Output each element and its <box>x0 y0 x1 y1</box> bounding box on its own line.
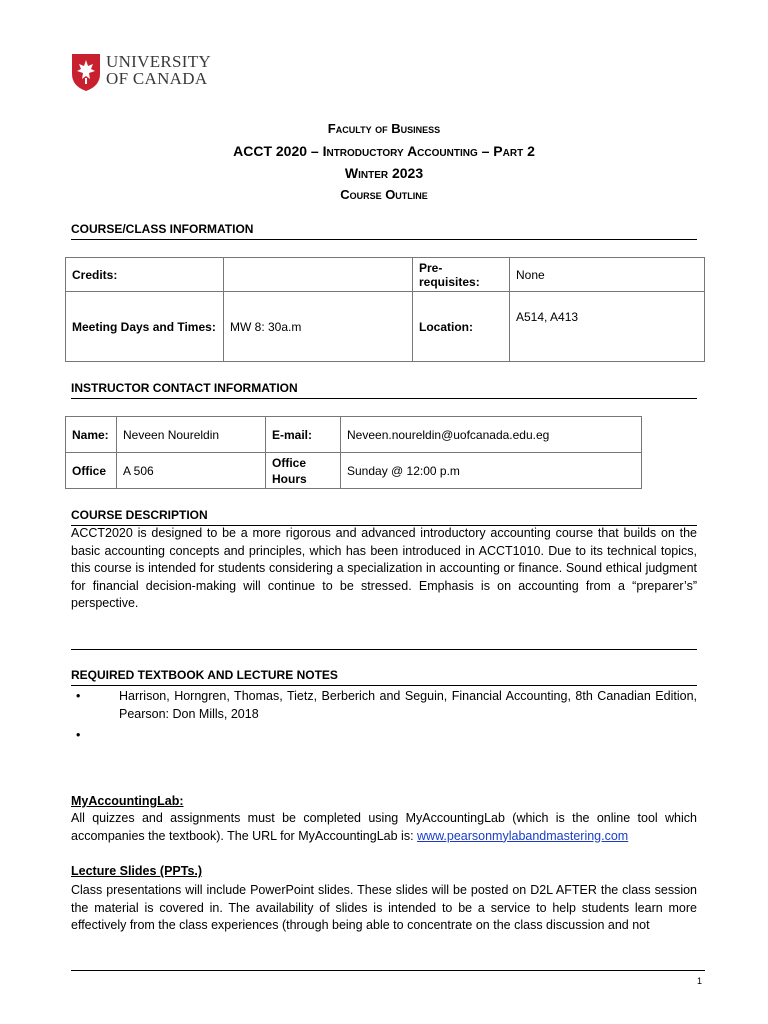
document-title-block <box>0 118 768 206</box>
university-crest-icon <box>70 52 102 92</box>
university-logo <box>106 53 211 87</box>
course-description-text: ACCT2020 is designed to be a more rigorous and advanced introductory accounting course that builds on the basic accounting concepts and principles, which has been introduced in ACCT1010. Due to its technical topics, this course is intended for students considering a specialization in accounting or finance. Sound ethical judgment for financial decision-making will continue to be stressed. Emphasis is on accounting from a “preparer’s” perspective. <box>71 526 697 610</box>
credits-value <box>224 258 413 292</box>
course-info-heading: COURSE/CLASS INFORMATION <box>71 222 697 240</box>
location-value: A514, A413 <box>510 292 705 362</box>
name-label: Name: <box>66 417 117 453</box>
meeting-label: Meeting Days and Times: <box>66 292 224 362</box>
email-value: Neveen.noureldin@uofcanada.edu.eg <box>341 417 642 453</box>
course-title: ACCT 2020 – Introductory Accounting – Part 2 <box>233 143 535 159</box>
credits-label: Credits: <box>66 258 224 292</box>
logo-line-2: OF CANADA <box>106 69 208 88</box>
description-heading: COURSE DESCRIPTION <box>71 508 697 526</box>
textbook-citation: Harrison, Horngren, Thomas, Tietz, Berberich and Seguin, Financial Accounting, 8th Canadian Edition, Pearson: Don Mills, 2018 <box>119 689 697 721</box>
name-value: Neveen Noureldin <box>117 417 266 453</box>
office-value: A 506 <box>117 453 266 489</box>
footer-divider <box>71 970 705 971</box>
list-item <box>71 727 697 745</box>
myaccountinglab-text: All quizzes and assignments must be completed using MyAccountingLab (which is the online tool which accompanies the textbook). The URL for MyAccountingLab is: <box>71 811 697 843</box>
term-title: Winter 2023 <box>344 165 424 181</box>
instructor-heading: INSTRUCTOR CONTACT INFORMATION <box>71 381 697 399</box>
hours-value: Sunday @ 12:00 p.m <box>341 453 642 489</box>
faculty-title: Faculty of Business <box>327 121 441 136</box>
outline-title: Course Outline <box>340 187 428 202</box>
location-label: Location: <box>413 292 510 362</box>
meeting-value: MW 8: 30a.m <box>224 292 413 362</box>
myaccountinglab-heading: MyAccountingLab: <box>71 794 184 808</box>
list-item <box>71 688 697 723</box>
myaccountinglab-link[interactable]: www.pearsonmylabandmastering.com <box>417 828 629 843</box>
prereq-label: Pre-requisites: <box>413 258 510 292</box>
lecture-slides-text: Class presentations will include PowerPoint slides. These slides will be posted on D2L AFTER the class session the material is covered in. The availability of slides is intended to be a service to help students learn more effectively from the class experiences (through being able to concentrate on the class discussion and not <box>71 883 697 932</box>
textbook-heading: REQUIRED TEXTBOOK AND LECTURE NOTES <box>71 649 697 686</box>
course-info-table <box>65 257 705 362</box>
logo-line-1: UNIVERSITY <box>106 52 211 71</box>
hours-label: Office Hours <box>266 453 341 489</box>
lecture-slides-heading: Lecture Slides (PPTs.) <box>71 864 203 878</box>
bullet-icon: • <box>76 728 81 742</box>
page-number: 1 <box>697 976 703 986</box>
textbook-list <box>71 688 697 745</box>
office-label: Office <box>66 453 117 489</box>
myaccountinglab-paragraph <box>71 810 697 845</box>
prereq-value: None <box>510 258 705 292</box>
bullet-icon: • <box>76 689 81 703</box>
email-label: E-mail: <box>266 417 341 453</box>
instructor-table <box>65 416 642 489</box>
